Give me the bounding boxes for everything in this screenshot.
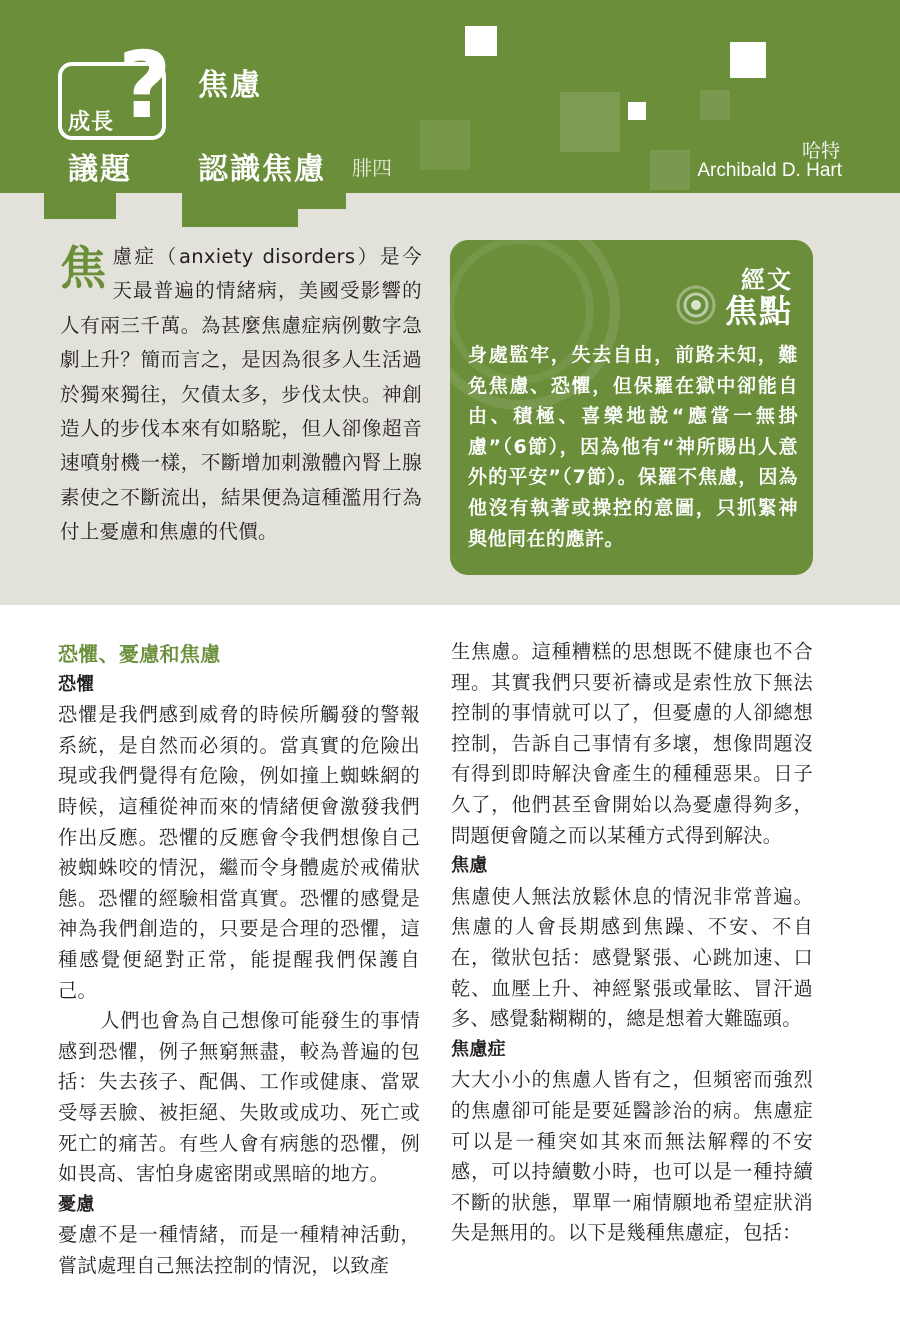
author-name-english: Archibald D. Hart bbox=[697, 160, 842, 181]
question-mark-icon: ? bbox=[118, 32, 172, 139]
paragraph-worry-2: 生焦慮。這種糟糕的思想既不健康也不合理。其實我們只要祈禱或是索性放下無法控制的事情就可以了，但憂慮的人卻總想控制，告訴自己事情有多壞，想像問題沒有得到即時解決會產生的種種惡果。日子久了，他們甚至會開始以為憂慮得夠多，問題便會隨之而以某種方式得到解決。 bbox=[451, 640, 813, 847]
paragraph-anxiety: 焦慮使人無法放鬆休息的情況非常普遍。焦慮的人會長期感到焦躁、不安、不自在，徵狀包括：感覺緊張、心跳加速、口乾、血壓上升、神經緊張或暈眩、冒汗過多、感覺黏糊糊的，總是想着大難臨頭。 bbox=[451, 884, 813, 1031]
article-title: 認識焦慮 bbox=[198, 152, 326, 187]
deco-square bbox=[420, 120, 470, 170]
deco-block bbox=[182, 193, 298, 227]
paragraph-fear-1: 恐懼是我們感到威脅的時候所觸發的警報系統，是自然而必須的。當真實的危險出現或我們覺得有危險，例如撞上蜘蛛網的時候，這種從神而來的情緒便會激發我們作出反應。恐懼的反應會令我們想像自己被蜘蛛咬的情況，繼而令身體處於戒備狀態。恐懼的經驗相當真實。恐懼的感覺是神為我們創造的，只要是合理的恐懼，這種感覺便絕對正常，能提醒我們保護自己。 bbox=[58, 703, 420, 1002]
paragraph-disorder: 大大小小的焦慮人皆有之，但頻密而強烈的焦慮卻可能是要延醫診治的病。焦慮症可以是一種突如其來而無法解釋的不安感，可以持續數小時，也可以是一種持續不斷的狀態，單單一廂情願地希望症狀消失是無用的。以下是幾種焦慮症，包括： bbox=[451, 1068, 813, 1245]
intro-text: 慮症（anxiety disorders）是今天最普遍的情緒病，美國受影響的人有兩三千萬。為甚麼焦慮症病例數字急劇上升？簡而言之，是因為很多人生活過於獨來獨往，欠債太多，步伐太快。神創造人的步伐本來有如駱駝，但人卻像超音速噴射機一樣，不斷增加刺激體內腎上腺素使之不斷流出，結果便為這種濫用行為付上憂慮和焦慮的代價。 bbox=[60, 245, 422, 544]
focus-label-scripture: 經文 bbox=[741, 266, 793, 294]
translator-name: 腓四 bbox=[352, 156, 392, 180]
deco-block bbox=[44, 193, 116, 219]
drop-cap: 焦 bbox=[60, 241, 107, 295]
target-rings-icon bbox=[676, 285, 716, 325]
subheading-disorder: 焦慮症 bbox=[451, 1038, 506, 1060]
section-heading: 恐懼、憂慮和焦慮 bbox=[58, 642, 221, 666]
deco-square bbox=[650, 150, 690, 190]
logo-label-big: 議題 bbox=[68, 152, 132, 187]
focus-label-focus: 焦點 bbox=[724, 292, 793, 330]
author-name-chinese: 哈特 bbox=[801, 140, 840, 162]
subheading-worry: 憂慮 bbox=[58, 1193, 95, 1215]
deco-square bbox=[560, 92, 620, 152]
deco-square bbox=[628, 102, 646, 120]
deco-square bbox=[465, 26, 497, 56]
series-title: 焦慮 bbox=[198, 68, 262, 103]
body-column-right bbox=[451, 637, 813, 1249]
scripture-focus-box bbox=[450, 240, 813, 575]
deco-block bbox=[298, 193, 346, 209]
subheading-anxiety: 焦慮 bbox=[451, 855, 488, 877]
intro-paragraph bbox=[60, 240, 422, 550]
deco-square bbox=[730, 42, 766, 78]
paragraph-fear-2: 人們也會為自己想像可能發生的事情感到恐懼，例子無窮無盡，較為普遍的包括：失去孩子、配偶、工作或健康、當眾受辱丟臉、被拒絕、失敗或成功、死亡或死亡的痛苦。有些人會有病態的恐懼，例如畏高、害怕身處密閉或黑暗的地方。 bbox=[58, 1009, 420, 1186]
focus-text: 身處監牢，失去自由，前路未知，難免焦慮、恐懼，但保羅在獄中卻能自由、積極、喜樂地說“應當一無掛慮”（6節），因為他有“神所賜出人意外的平安”（7節）。保羅不焦慮，因為他沒有執著或操控的意圖，只抓緊神與他同在的應許。 bbox=[468, 344, 798, 550]
subheading-fear: 恐懼 bbox=[58, 673, 95, 695]
header-banner bbox=[0, 0, 900, 193]
paragraph-worry-1: 憂慮不是一種情緒，而是一種精神活動，嘗試處理自己無法控制的情況，以致產 bbox=[58, 1223, 420, 1277]
body-column-left bbox=[58, 637, 420, 1281]
logo-label-small: 成長 bbox=[68, 110, 115, 135]
deco-square bbox=[700, 90, 730, 120]
